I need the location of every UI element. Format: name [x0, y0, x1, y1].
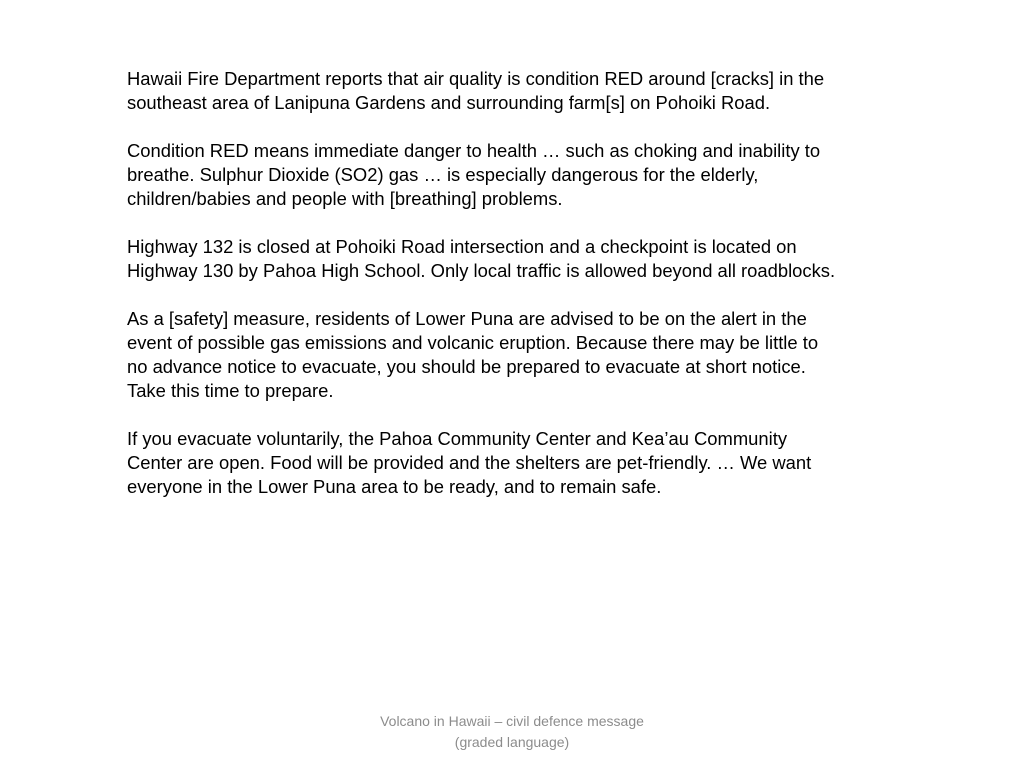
paragraph-road-closure: Highway 132 is closed at Pohoiki Road intersection and a checkpoint is located on Highway 130 by Pahoa High School. Only local traffic is allowed beyond all roadblocks.	[127, 236, 836, 281]
paragraph-air-quality: Hawaii Fire Department reports that air quality is condition RED around [cracks] in the southeast area of Lanipuna Gardens and surrounding farm[s] on Pohoiki Road.	[127, 68, 825, 113]
slide-footer: Volcano in Hawaii – civil defence message (graded language)	[380, 713, 644, 750]
message-body	[127, 67, 907, 523]
paragraph-evacuation: If you evacuate voluntarily, the Pahoa Community Center and Kea’au Community Center are open. Food will be provided and the shelters are pet-friendly. … We want everyone in the Lower Puna area to be ready, and to remain safe.	[127, 428, 812, 497]
paragraph-condition-red: Condition RED means immediate danger to health … such as choking and inability to breathe. Sulphur Dioxide (SO2) gas … is especially dangerous for the elderly, children/babies and people with [breathing] problems.	[127, 140, 821, 209]
paragraph-safety-measure: As a [safety] measure, residents of Lower Puna are advised to be on the alert in the event of possible gas emissions and volcanic eruption. Because there may be little to no advance notice to evacuate, you should be prepared to evacuate at short notice. Take this time to prepare.	[127, 308, 819, 401]
